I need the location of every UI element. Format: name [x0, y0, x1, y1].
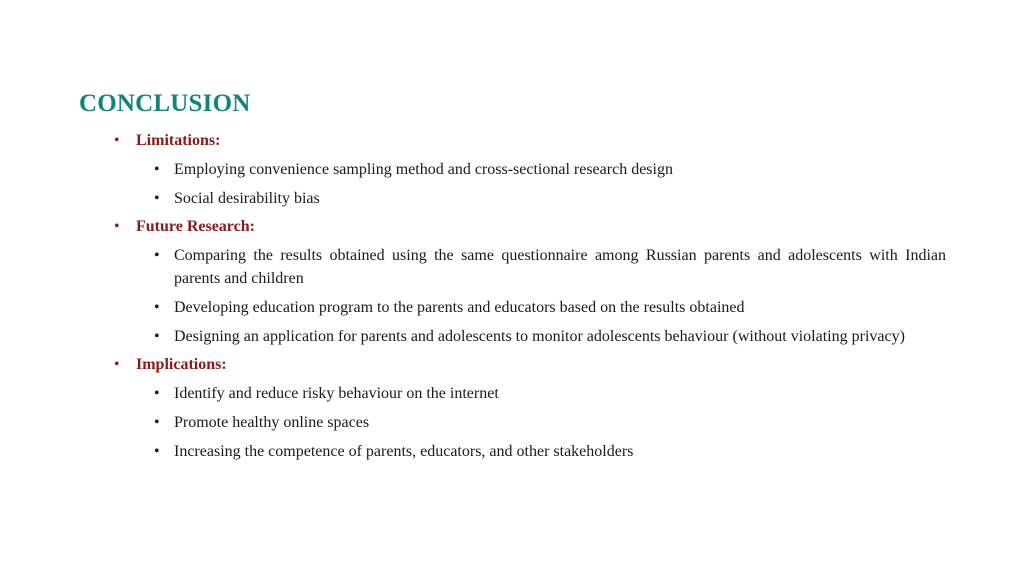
list-item: [154, 158, 946, 181]
section-implications: [114, 354, 946, 463]
list-item: [154, 325, 946, 348]
section-heading: [114, 354, 946, 376]
list-item: [154, 296, 946, 319]
section-heading-label: Future Research:: [136, 218, 255, 235]
section-heading: [114, 216, 946, 238]
list-item-text: Increasing the competence of parents, educators, and other stakeholders: [174, 443, 634, 460]
bullet-icon: •: [154, 161, 160, 178]
section-future-research: [114, 216, 946, 348]
section-heading: [114, 130, 946, 152]
page-title: CONCLUSION: [79, 90, 251, 117]
list-item: [154, 440, 946, 463]
bullet-icon: •: [154, 414, 160, 431]
bullet-icon: •: [114, 132, 120, 149]
bullet-icon: •: [114, 356, 120, 373]
bullet-icon: •: [154, 328, 160, 345]
list-item: [154, 244, 946, 290]
list-item-text: Developing education program to the parents and educators based on the results obtained: [174, 299, 745, 316]
list-item: [154, 382, 946, 405]
list-item-text: Promote healthy online spaces: [174, 414, 370, 431]
bullet-icon: •: [154, 443, 160, 460]
list-item-text: Comparing the results obtained using the same questionnaire among Russian parents and adolescents with Indian parents and children: [174, 247, 946, 287]
list-item: [154, 411, 946, 434]
list-item-text: Social desirability bias: [174, 190, 320, 207]
bullet-icon: •: [114, 218, 120, 235]
section-heading-label: Limitations:: [136, 132, 221, 149]
list-item-text: Identify and reduce risky behaviour on the internet: [174, 385, 499, 402]
bullet-icon: •: [154, 247, 160, 264]
list-item-text: Designing an application for parents and adolescents to monitor adolescents behaviour (without violating privacy): [174, 328, 905, 345]
section-limitations: [114, 130, 946, 210]
bullet-icon: •: [154, 299, 160, 316]
list-item-text: Employing convenience sampling method and cross-sectional research design: [174, 161, 673, 178]
conclusion-sections: [114, 130, 946, 469]
bullet-icon: •: [154, 385, 160, 402]
section-heading-label: Implications:: [136, 356, 227, 373]
list-item: [154, 187, 946, 210]
bullet-icon: •: [154, 190, 160, 207]
